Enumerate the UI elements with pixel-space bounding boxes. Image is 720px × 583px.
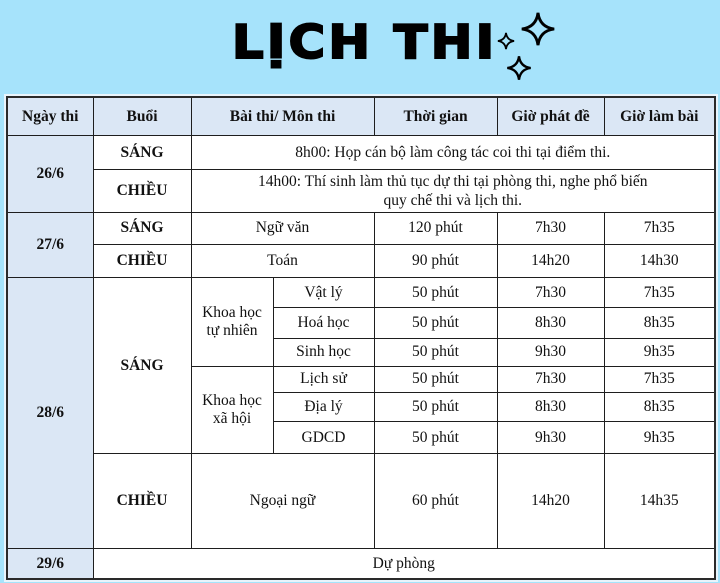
session-cell: SÁNG — [93, 136, 191, 170]
subject-cell: Hoá học — [273, 308, 374, 338]
duration-cell: 50 phút — [374, 366, 497, 392]
column-header-session: Buổi — [93, 97, 191, 136]
distribute-time-cell: 7h30 — [497, 278, 604, 308]
table-row — [7, 278, 715, 308]
distribute-time-cell: 9h30 — [497, 338, 604, 366]
start-time-cell: 8h35 — [604, 308, 715, 338]
session-cell: CHIỀU — [93, 454, 191, 549]
duration-cell: 50 phút — [374, 392, 497, 421]
duration-cell: 50 phút — [374, 308, 497, 338]
session-cell: CHIỀU — [93, 244, 191, 277]
start-time-cell: 14h35 — [604, 454, 715, 549]
date-cell: 26/6 — [7, 136, 93, 213]
column-header-subject: Bài thi/ Môn thi — [191, 97, 374, 136]
sparkle-icon — [497, 32, 515, 50]
note-line: quy chế thi và lịch thi. — [383, 191, 523, 209]
table-row — [7, 136, 715, 170]
start-time-cell: 7h35 — [604, 366, 715, 392]
table-row — [7, 170, 715, 212]
date-cell: 28/6 — [7, 278, 93, 549]
duration-cell: 50 phút — [374, 338, 497, 366]
subject-group-cell — [191, 278, 273, 367]
distribute-time-cell: 7h30 — [497, 212, 604, 244]
start-time-cell: 9h35 — [604, 422, 715, 454]
distribute-time-cell: 9h30 — [497, 422, 604, 454]
date-cell: 29/6 — [7, 549, 93, 579]
distribute-time-cell: 8h30 — [497, 392, 604, 421]
distribute-time-cell: 14h20 — [497, 454, 604, 549]
subject-cell: Ngữ văn — [191, 212, 374, 244]
exam-schedule-table — [6, 96, 716, 580]
column-header-distribute-time: Giờ phát đề — [497, 97, 604, 136]
session-cell: SÁNG — [93, 212, 191, 244]
table-header-row — [7, 97, 715, 136]
page-title: LỊCH THI — [232, 15, 498, 69]
subject-cell: Vật lý — [273, 278, 374, 308]
subject-cell: Sinh học — [273, 338, 374, 366]
start-time-cell: 7h35 — [604, 278, 715, 308]
group-name-line: Khoa học — [202, 303, 262, 321]
duration-cell: 90 phút — [374, 244, 497, 277]
note-cell: 8h00: Họp cán bộ làm công tác coi thi tại điểm thi. — [191, 136, 715, 170]
group-name-line: tự nhiên — [206, 321, 258, 339]
sparkle-icon — [520, 10, 556, 48]
note-cell — [191, 170, 715, 212]
subject-cell: Lịch sử — [273, 366, 374, 392]
note-cell: Dự phòng — [93, 549, 715, 579]
sparkle-icon — [506, 54, 532, 82]
column-header-start-time: Giờ làm bài — [604, 97, 715, 136]
column-header-duration: Thời gian — [374, 97, 497, 136]
note-line: 14h00: Thí sinh làm thủ tục dự thi tại phòng thi, nghe phổ biến — [257, 172, 648, 190]
distribute-time-cell: 7h30 — [497, 366, 604, 392]
subject-cell: Toán — [191, 244, 374, 277]
subject-cell: Địa lý — [273, 392, 374, 421]
table-row — [7, 244, 715, 277]
duration-cell: 50 phút — [374, 422, 497, 454]
start-time-cell: 8h35 — [604, 392, 715, 421]
group-name-line: Khoa học — [202, 392, 262, 410]
subject-cell: Ngoại ngữ — [191, 454, 374, 549]
session-cell: CHIỀU — [93, 170, 191, 212]
column-header-date: Ngày thi — [7, 97, 93, 136]
table-row — [7, 212, 715, 244]
start-time-cell: 9h35 — [604, 338, 715, 366]
duration-cell: 120 phút — [374, 212, 497, 244]
date-cell: 27/6 — [7, 212, 93, 278]
group-name-line: xã hội — [212, 410, 252, 428]
distribute-time-cell: 8h30 — [497, 308, 604, 338]
table-row — [7, 454, 715, 549]
duration-cell: 60 phút — [374, 454, 497, 549]
duration-cell: 50 phút — [374, 278, 497, 308]
subject-cell: GDCD — [273, 422, 374, 454]
start-time-cell: 14h30 — [604, 244, 715, 277]
title-banner — [0, 0, 720, 92]
start-time-cell: 7h35 — [604, 212, 715, 244]
table-row — [7, 549, 715, 579]
subject-group-cell — [191, 366, 273, 454]
distribute-time-cell: 14h20 — [497, 244, 604, 277]
session-cell: SÁNG — [93, 278, 191, 454]
